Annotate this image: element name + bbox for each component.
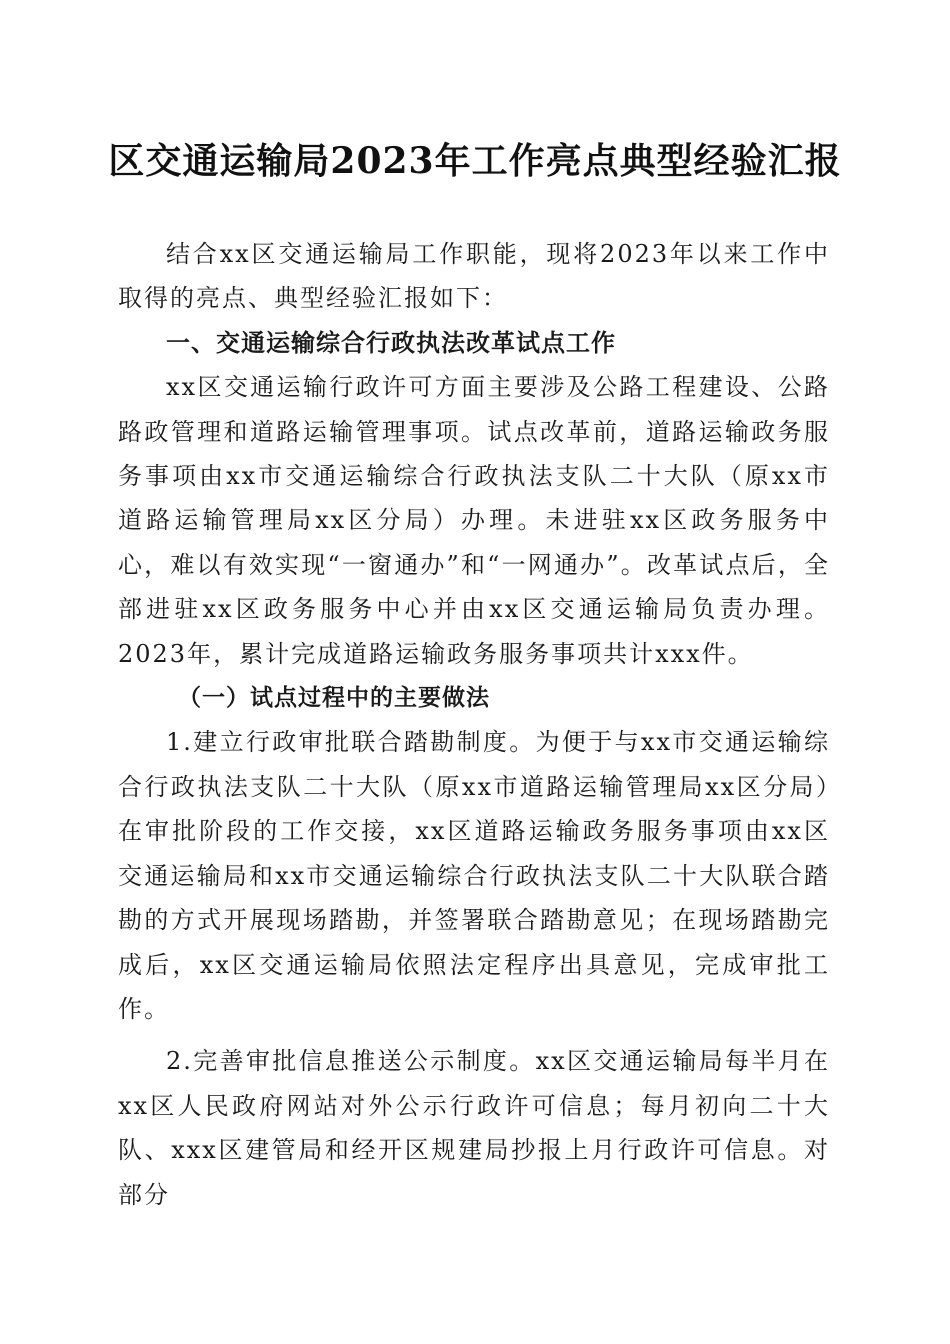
document-body [118, 232, 830, 1217]
subsection-heading-1: （一）试点过程中的主要做法 [178, 685, 490, 712]
item-1-paragraph: 1.建立行政审批联合踏勘制度。为便于与xx市交通运输综合行政执法支队二十大队（原xx市道路运输管理局xx区分局）在审批阶段的工作交接，xx区道路运输政务服务事项由xx区交通运输局和xx市交通运输综合行政执法支队二十大队联合踏勘的方式开展现场踏勘，并签署联合踏勘意见；在现场踏勘完成后，xx区交通运输局依照法定程序出具意见，完成审批工作。 [118, 728, 830, 1023]
item-2-paragraph: 2.完善审批信息推送公示制度。xx区交通运输局每半月在xx区人民政府网站对外公示行政许可信息；每月初向二十大队、xxx区建管局和经开区规建局抄报上月行政许可信息。对部分 [118, 1047, 830, 1209]
section-heading-1: 一、交通运输综合行政执法改革试点工作 [166, 328, 616, 357]
intro-paragraph: 结合xx区交通运输局工作职能，现将2023年以来工作中取得的亮点、典型经验汇报如下： [118, 240, 830, 313]
section-1-paragraph: xx区交通运输行政许可方面主要涉及公路工程建设、公路路政管理和道路运输管理事项。试点改革前，道路运输政务服务事项由xx市交通运输综合行政执法支队二十大队（原xx市道路运输管理局xx区分局）办理。未进驻xx区政务服务中心，难以有效实现“一窗通办”和“一网通办”。改革试点后，全部进驻xx区政务服务中心并由xx区交通运输局负责办理。2023年，累计完成道路运输政务服务事项共计xxx件。 [118, 373, 830, 668]
document-title: 区交通运输局2023年工作亮点典型经验汇报 [108, 140, 842, 182]
